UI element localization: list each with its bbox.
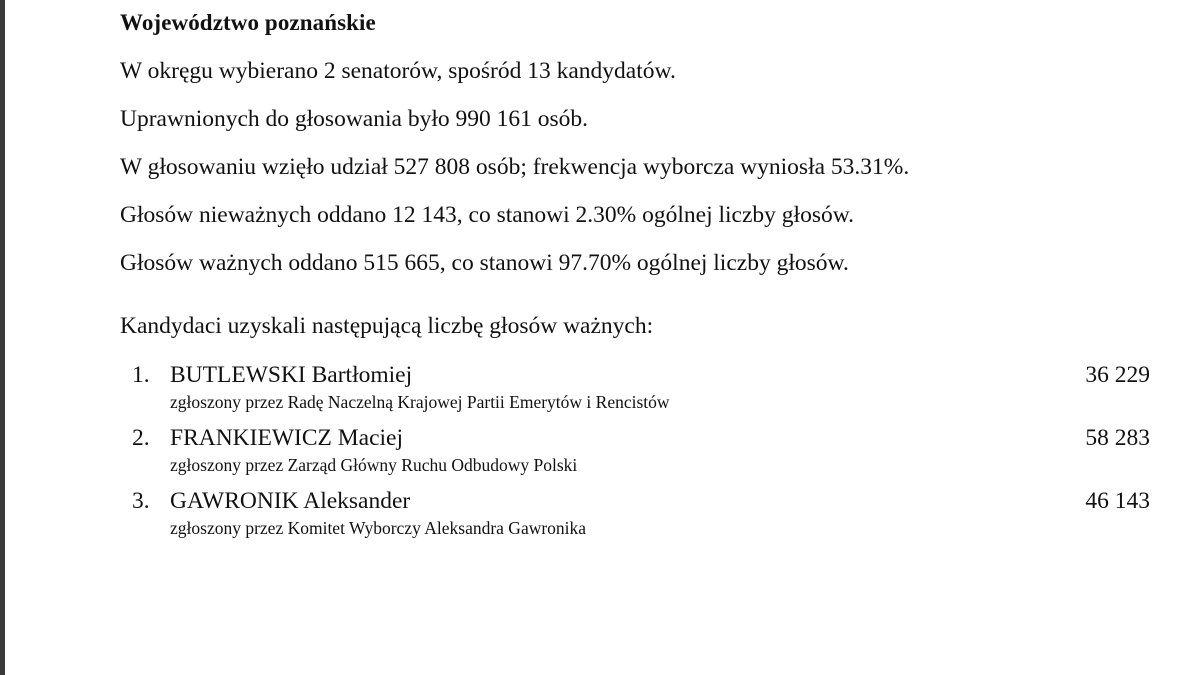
candidate-entry (0, 362, 1200, 414)
candidate-votes: 46 143 (1085, 488, 1150, 514)
candidate-number: 3. (132, 488, 150, 514)
candidate-number: 2. (132, 425, 150, 451)
district-heading: Województwo poznańskie (120, 10, 376, 35)
candidate-name: FRANKIEWICZ Maciej (170, 425, 403, 451)
candidates-intro-text: Kandydaci uzyskali następującą liczbę głosów ważnych: (120, 313, 654, 339)
turnout-text: W głosowaniu wzięło udział 527 808 osób; frekwencja wyborcza wyniosła 53.31%. (120, 154, 910, 180)
candidate-name: GAWRONIK Aleksander (170, 488, 411, 514)
candidate-votes: 58 283 (1085, 425, 1150, 451)
candidate-nominated-by: zgłoszony przez Komitet Wyborczy Aleksandra Gawronika (170, 518, 587, 538)
candidate-votes: 36 229 (1085, 362, 1150, 388)
candidate-number: 1. (132, 362, 150, 388)
seats-info-text: W okręgu wybierano 2 senatorów, spośród 13 kandydatów. (120, 58, 676, 84)
invalid-votes-text: Głosów nieważnych oddano 12 143, co stanowi 2.30% ogólnej liczby głosów. (120, 202, 855, 228)
candidate-name: BUTLEWSKI Bartłomiej (170, 362, 413, 388)
candidate-entry (0, 425, 1200, 477)
candidate-nominated-by: zgłoszony przez Zarząd Główny Ruchu Odbudowy Polski (170, 455, 578, 475)
candidate-nominated-by: zgłoszony przez Radę Naczelną Krajowej Partii Emerytów i Rencistów (170, 392, 670, 412)
candidate-entry (0, 488, 1200, 540)
eligible-voters-text: Uprawnionych do głosowania było 990 161 osób. (120, 106, 588, 132)
valid-votes-text: Głosów ważnych oddano 515 665, co stanowi 97.70% ogólnej liczby głosów. (120, 250, 849, 276)
